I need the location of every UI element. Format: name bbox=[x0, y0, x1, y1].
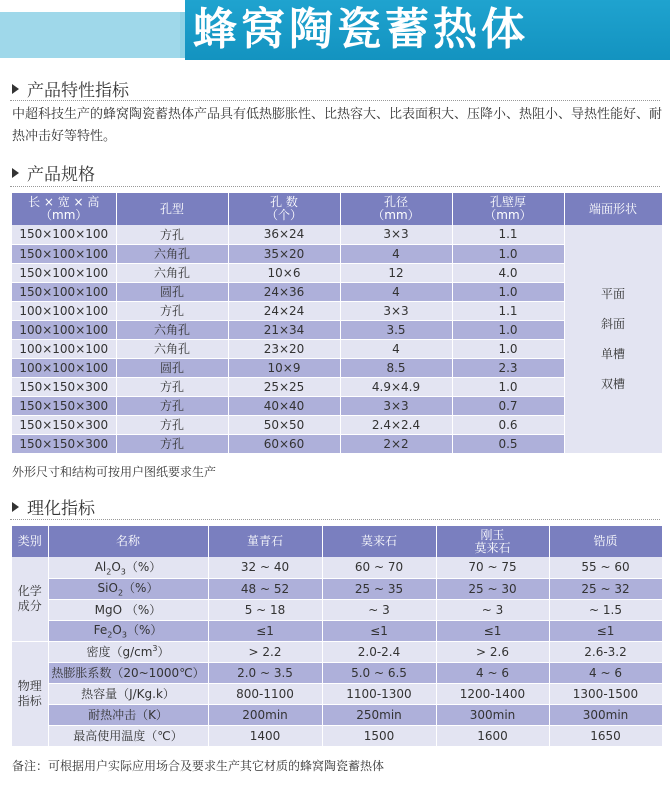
cell: 圆孔 bbox=[116, 358, 228, 377]
cell: 六角孔 bbox=[116, 244, 228, 263]
cell: 方孔 bbox=[116, 396, 228, 415]
cell: 3×3 bbox=[340, 301, 452, 320]
cell: 最高使用温度（℃） bbox=[48, 725, 208, 746]
triangle-bullet-icon bbox=[12, 502, 19, 512]
title-banner bbox=[0, 0, 670, 60]
cell: 1100-1300 bbox=[322, 683, 436, 704]
cell: 1.0 bbox=[452, 377, 564, 396]
cell: ≤1 bbox=[436, 620, 549, 641]
col-dims: 长 × 宽 × 高 （mm） bbox=[12, 193, 116, 225]
table-row bbox=[12, 683, 662, 704]
cell: 1.1 bbox=[452, 301, 564, 320]
table-row bbox=[12, 620, 662, 641]
page-title: 蜂窝陶瓷蓄热体 bbox=[185, 0, 670, 60]
cell: 方孔 bbox=[116, 434, 228, 453]
cell: 12 bbox=[340, 263, 452, 282]
cell: 1200-1400 bbox=[436, 683, 549, 704]
cell: 2.6-3.2 bbox=[549, 641, 662, 662]
cell: 方孔 bbox=[116, 301, 228, 320]
cell: 方孔 bbox=[116, 225, 228, 244]
cell: 4.0 bbox=[452, 263, 564, 282]
cell: 10×9 bbox=[228, 358, 340, 377]
cell: ≤1 bbox=[549, 620, 662, 641]
col-wall: 孔壁厚 （mm） bbox=[452, 193, 564, 225]
cell: 2.0-2.4 bbox=[322, 641, 436, 662]
cell: MgO （%） bbox=[48, 599, 208, 620]
cell: 耐热冲击（K） bbox=[48, 704, 208, 725]
cell: 方孔 bbox=[116, 377, 228, 396]
cell: ~ 3 bbox=[322, 599, 436, 620]
cell: 36×24 bbox=[228, 225, 340, 244]
section-divider bbox=[10, 100, 660, 101]
cell: 21×34 bbox=[228, 320, 340, 339]
cell: 4 bbox=[340, 339, 452, 358]
col-corundum-mullite: 刚玉 莫来石 bbox=[436, 526, 549, 557]
cell: 2.3 bbox=[452, 358, 564, 377]
col-mullite: 莫来石 bbox=[322, 526, 436, 557]
cell: 5 ~ 18 bbox=[208, 599, 322, 620]
cell: 密度$(g/cm^3)$ bbox=[48, 641, 208, 662]
cell: > 2.6 bbox=[436, 641, 549, 662]
section-features-heading: 产品特性指标 bbox=[12, 76, 129, 101]
cell: 150×150×300 bbox=[12, 396, 116, 415]
cell: 热容量（J/Kg.k） bbox=[48, 683, 208, 704]
cell: 150×150×300 bbox=[12, 415, 116, 434]
props-header-row bbox=[12, 526, 662, 557]
table-row bbox=[12, 578, 662, 599]
cell: 100×100×100 bbox=[12, 358, 116, 377]
cell: ~ 1.5 bbox=[549, 599, 662, 620]
banner-accent bbox=[0, 12, 180, 58]
cell: 1300-1500 bbox=[549, 683, 662, 704]
cell: 1.0 bbox=[452, 339, 564, 358]
col-hole-count: 孔 数 （个） bbox=[228, 193, 340, 225]
cell: $Fe_2O_3(\%)$ bbox=[48, 620, 208, 641]
cell: 24×24 bbox=[228, 301, 340, 320]
end-shape-item: 平面 bbox=[600, 286, 625, 301]
cell: 10×6 bbox=[228, 263, 340, 282]
section-specs-heading: 产品规格 bbox=[12, 160, 95, 185]
table-row bbox=[12, 725, 662, 746]
cell: 热膨胀系数（20~1000℃） bbox=[48, 662, 208, 683]
cell: 35×20 bbox=[228, 244, 340, 263]
cell: 70 ~ 75 bbox=[436, 557, 549, 578]
cell: $Al_2O_3(\%)$ bbox=[48, 557, 208, 578]
cell: 4 bbox=[340, 282, 452, 301]
cell: 4.9×4.9 bbox=[340, 377, 452, 396]
section-divider bbox=[10, 186, 660, 187]
table-row bbox=[12, 225, 662, 244]
cell: 4 ~ 6 bbox=[549, 662, 662, 683]
cell: 55 ~ 60 bbox=[549, 557, 662, 578]
col-zirconia: 锆质 bbox=[549, 526, 662, 557]
cell: 25×25 bbox=[228, 377, 340, 396]
table-row bbox=[12, 599, 662, 620]
cell: 4 ~ 6 bbox=[436, 662, 549, 683]
cell: 32 ~ 40 bbox=[208, 557, 322, 578]
cell: 150×100×100 bbox=[12, 225, 116, 244]
cell: > 2.2 bbox=[208, 641, 322, 662]
section-props-heading: 理化指标 bbox=[12, 494, 95, 519]
cell: 1650 bbox=[549, 725, 662, 746]
end-shape-item: 单槽 bbox=[600, 346, 625, 361]
cell: 150×100×100 bbox=[12, 244, 116, 263]
cell: 4 bbox=[340, 244, 452, 263]
cell: 六角孔 bbox=[116, 263, 228, 282]
cell: 3×3 bbox=[340, 225, 452, 244]
cell: 六角孔 bbox=[116, 339, 228, 358]
cell: 1600 bbox=[436, 725, 549, 746]
col-end-shape: 端面形状 bbox=[564, 193, 662, 225]
cell: 2×2 bbox=[340, 434, 452, 453]
cell: 300min bbox=[549, 704, 662, 725]
end-shape-item: 斜面 bbox=[600, 316, 625, 331]
cell: 25 ~ 35 bbox=[322, 578, 436, 599]
triangle-bullet-icon bbox=[12, 84, 19, 94]
table-row bbox=[12, 641, 662, 662]
cell: 150×150×300 bbox=[12, 377, 116, 396]
spec-table bbox=[12, 193, 663, 454]
cell: 50×50 bbox=[228, 415, 340, 434]
table-row bbox=[12, 557, 662, 578]
col-diameter: 孔径 （mm） bbox=[340, 193, 452, 225]
triangle-bullet-icon bbox=[12, 168, 19, 178]
cell: 100×100×100 bbox=[12, 301, 116, 320]
cell: 200min bbox=[208, 704, 322, 725]
cell: 0.6 bbox=[452, 415, 564, 434]
section-divider bbox=[10, 519, 660, 520]
cell: 800-1100 bbox=[208, 683, 322, 704]
props-footnote: 备注：可根据用户实际应用场合及要求生产其它材质的蜂窝陶瓷蓄热体 bbox=[12, 759, 385, 773]
cell: 1.0 bbox=[452, 282, 564, 301]
cell: 100×100×100 bbox=[12, 339, 116, 358]
cell: 3×3 bbox=[340, 396, 452, 415]
cell: 150×100×100 bbox=[12, 263, 116, 282]
cell: 1.0 bbox=[452, 244, 564, 263]
cell: 1.1 bbox=[452, 225, 564, 244]
col-hole-type: 孔型 bbox=[116, 193, 228, 225]
cell: 48 ~ 52 bbox=[208, 578, 322, 599]
product-intro: 中超科技生产的蜂窝陶瓷蓄热体产品具有低热膨胀性、比热容大、比表面积大、压降小、热阻小、导热性能好、耐热冲击好等特性。 bbox=[12, 107, 663, 144]
props-table bbox=[12, 526, 663, 747]
cell: 8.5 bbox=[340, 358, 452, 377]
cell: 1400 bbox=[208, 725, 322, 746]
cell: SiO$_2$（%） bbox=[48, 578, 208, 599]
end-shape-item: 双槽 bbox=[600, 376, 625, 391]
cell: ≤1 bbox=[322, 620, 436, 641]
cell: 5.0 ~ 6.5 bbox=[322, 662, 436, 683]
category-physical: 物理 指标 bbox=[12, 641, 48, 746]
col-cordierite: 堇青石 bbox=[208, 526, 322, 557]
cell: 3.5 bbox=[340, 320, 452, 339]
cell: 2.0 ~ 3.5 bbox=[208, 662, 322, 683]
cell: 100×100×100 bbox=[12, 320, 116, 339]
spec-header-row bbox=[12, 193, 662, 225]
col-name: 名称 bbox=[48, 526, 208, 557]
cell: 40×40 bbox=[228, 396, 340, 415]
cell: 0.7 bbox=[452, 396, 564, 415]
category-chemical: 化学 成分 bbox=[12, 557, 48, 641]
col-category: 类别 bbox=[12, 526, 48, 557]
cell: 60 ~ 70 bbox=[322, 557, 436, 578]
cell: 60×60 bbox=[228, 434, 340, 453]
spec-footnote: 外形尺寸和结构可按用户图纸要求生产 bbox=[12, 465, 217, 479]
cell: ~ 3 bbox=[436, 599, 549, 620]
cell: 25 ~ 32 bbox=[549, 578, 662, 599]
cell: 150×150×300 bbox=[12, 434, 116, 453]
cell: 150×100×100 bbox=[12, 282, 116, 301]
cell: 25 ~ 30 bbox=[436, 578, 549, 599]
cell: 23×20 bbox=[228, 339, 340, 358]
cell: 24×36 bbox=[228, 282, 340, 301]
table-row bbox=[12, 704, 662, 725]
cell: ≤1 bbox=[208, 620, 322, 641]
end-shape-cell bbox=[564, 225, 662, 453]
cell: 2.4×2.4 bbox=[340, 415, 452, 434]
cell: 300min bbox=[436, 704, 549, 725]
cell: 六角孔 bbox=[116, 320, 228, 339]
cell: 250min bbox=[322, 704, 436, 725]
cell: 1500 bbox=[322, 725, 436, 746]
table-row bbox=[12, 662, 662, 683]
cell: 方孔 bbox=[116, 415, 228, 434]
cell: 0.5 bbox=[452, 434, 564, 453]
cell: 1.0 bbox=[452, 320, 564, 339]
cell: 圆孔 bbox=[116, 282, 228, 301]
